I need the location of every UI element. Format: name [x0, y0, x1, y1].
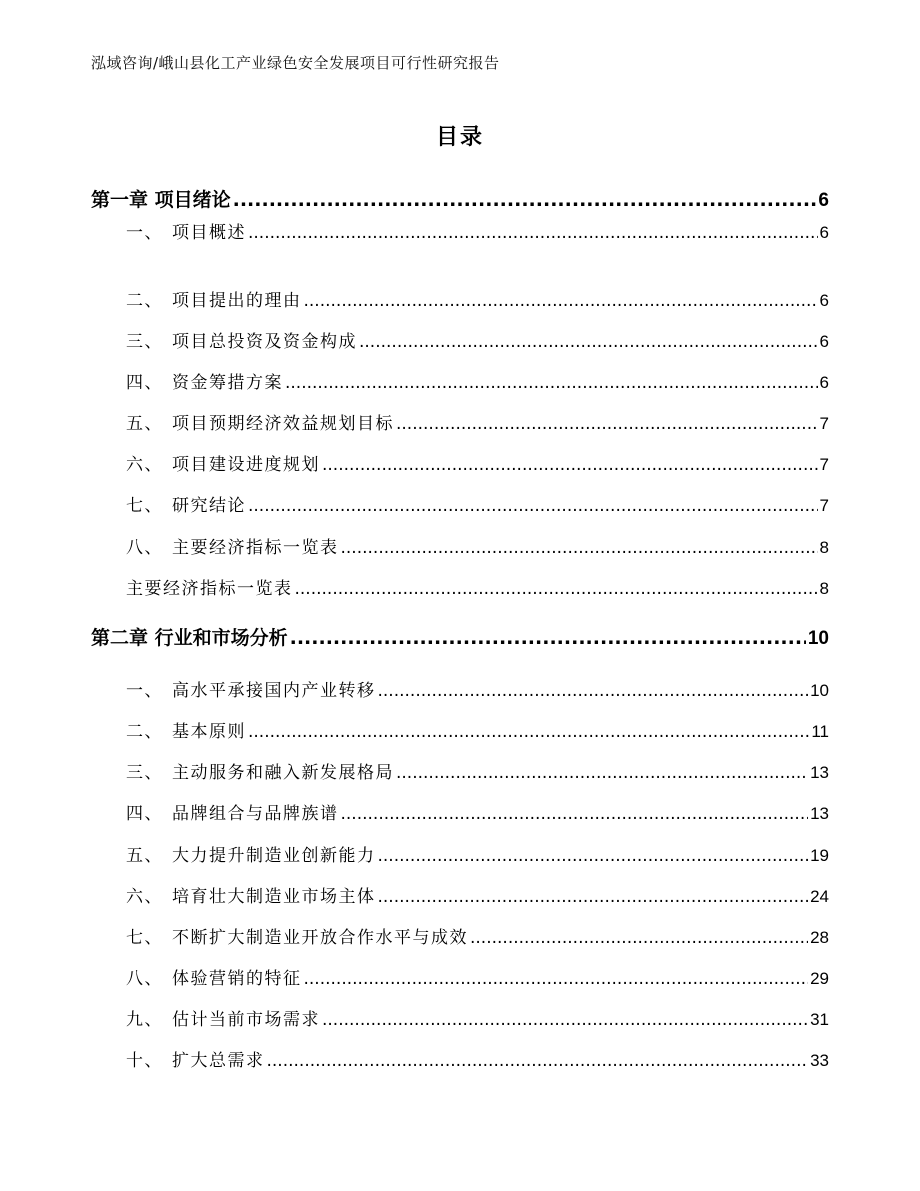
toc-section[interactable] — [126, 491, 829, 516]
toc-page-number: 6 — [819, 223, 829, 242]
toc-section-number: 七、 — [126, 496, 163, 516]
toc-entry-label: 大力提升制造业创新能力 — [172, 846, 376, 866]
dot-leader — [248, 722, 809, 742]
toc-section[interactable] — [126, 327, 829, 352]
dot-leader — [295, 579, 818, 599]
toc-section-number: 四、 — [126, 804, 163, 824]
toc-page-number: 24 — [810, 887, 829, 906]
toc-section[interactable] — [126, 923, 829, 948]
toc-entry-label: 研究结论 — [172, 496, 246, 516]
toc-entry-label: 品牌组合与品牌族谱 — [172, 804, 339, 824]
toc-section-number: 八、 — [126, 538, 163, 558]
dot-leader — [322, 455, 818, 475]
toc-page-number: 6 — [819, 291, 829, 310]
toc-entry-label: 培育壮大制造业市场主体 — [172, 887, 376, 907]
toc-page-number: 19 — [810, 846, 829, 865]
dot-leader — [233, 189, 817, 211]
dot-leader — [378, 681, 809, 701]
dot-leader — [290, 627, 806, 649]
toc-entry-label: 主要经济指标一览表 — [172, 538, 339, 558]
toc-section[interactable] — [126, 450, 829, 475]
toc-entry-label: 不断扩大制造业开放合作水平与成效 — [172, 928, 468, 948]
toc-section-number: 三、 — [126, 332, 163, 352]
toc-page-number: 29 — [810, 969, 829, 988]
toc-entry-label: 主动服务和融入新发展格局 — [172, 763, 394, 783]
toc-entry-label: 估计当前市场需求 — [172, 1010, 320, 1030]
toc-section-number: 八、 — [126, 969, 163, 989]
toc-page-number: 31 — [810, 1010, 829, 1029]
toc-entry-label: 项目概述 — [172, 223, 246, 243]
toc-section-number: 二、 — [126, 722, 163, 742]
dot-leader — [470, 928, 808, 948]
toc-page-number: 28 — [810, 928, 829, 947]
toc-entry-label: 第一章 项目绪论 — [91, 189, 231, 211]
toc-section-number: 九、 — [126, 1010, 163, 1030]
toc-entry-label: 扩大总需求 — [172, 1051, 265, 1071]
toc-section-number: 五、 — [126, 414, 163, 434]
toc-entry-label: 体验营销的特征 — [172, 969, 302, 989]
toc-section[interactable] — [126, 676, 829, 701]
toc-section-number: 六、 — [126, 887, 163, 907]
toc-section[interactable] — [126, 717, 829, 742]
dot-leader — [341, 538, 818, 558]
toc-section-number: 五、 — [126, 846, 163, 866]
toc-page-number: 6 — [819, 332, 829, 351]
toc-section[interactable] — [126, 533, 829, 558]
running-header: 泓域咨询/峨山县化工产业绿色安全发展项目可行性研究报告 — [91, 54, 500, 72]
dot-leader — [304, 969, 809, 989]
toc-section[interactable] — [126, 841, 829, 866]
toc-entry-label: 项目提出的理由 — [172, 291, 302, 311]
dot-leader — [341, 804, 809, 824]
toc-entry-label: 主要经济指标一览表 — [126, 579, 293, 599]
toc-entry-label: 项目总投资及资金构成 — [172, 332, 357, 352]
toc-section-number: 四、 — [126, 373, 163, 393]
toc-page-number: 13 — [810, 763, 829, 782]
toc-section-number: 一、 — [126, 223, 163, 243]
dot-leader — [285, 373, 818, 393]
toc-page-number: 8 — [819, 538, 829, 557]
toc-page-number: 7 — [819, 496, 829, 515]
toc-section[interactable] — [126, 409, 829, 434]
toc-page-number: 7 — [819, 414, 829, 433]
toc-page-number: 8 — [819, 579, 829, 598]
dot-leader — [378, 887, 809, 907]
toc-entry-label: 资金筹措方案 — [172, 373, 283, 393]
toc-page-number: 10 — [807, 628, 829, 649]
toc-title: 目录 — [435, 125, 484, 150]
toc-section-number: 一、 — [126, 681, 163, 701]
toc-section[interactable] — [126, 882, 829, 907]
toc-section[interactable] — [126, 218, 829, 243]
toc-section-number: 六、 — [126, 455, 163, 475]
toc-entry-label: 基本原则 — [172, 722, 246, 742]
toc-page-number: 6 — [819, 373, 829, 392]
toc-section-number: 二、 — [126, 291, 163, 311]
toc-page-number: 7 — [819, 455, 829, 474]
dot-leader — [267, 1051, 809, 1071]
toc-page-number: 13 — [810, 804, 829, 823]
toc-section[interactable] — [126, 758, 829, 783]
toc-section[interactable] — [126, 1005, 829, 1030]
toc-chapter[interactable] — [91, 623, 829, 650]
toc-section[interactable] — [126, 286, 829, 311]
toc-page-number: 6 — [818, 190, 829, 211]
dot-leader — [359, 332, 818, 352]
toc-section[interactable] — [126, 368, 829, 393]
toc-page-number: 33 — [810, 1051, 829, 1070]
toc-entry-label: 高水平承接国内产业转移 — [172, 681, 376, 701]
dot-leader — [304, 291, 818, 311]
toc-page-number: 10 — [810, 681, 829, 700]
toc-section[interactable] — [126, 1046, 829, 1071]
dot-leader — [396, 414, 818, 434]
dot-leader — [248, 223, 818, 243]
toc-entry-label: 项目预期经济效益规划目标 — [172, 414, 394, 434]
toc-entry-label: 第二章 行业和市场分析 — [91, 627, 288, 649]
dot-leader — [248, 496, 818, 516]
toc-section[interactable] — [126, 799, 829, 824]
toc-section[interactable] — [126, 574, 829, 599]
dot-leader — [396, 763, 808, 783]
toc-chapter[interactable] — [91, 185, 829, 212]
dot-leader — [322, 1010, 808, 1030]
toc-section-number: 七、 — [126, 928, 163, 948]
toc-section[interactable] — [126, 964, 829, 989]
toc-section-number: 三、 — [126, 763, 163, 783]
toc-section-number: 十、 — [126, 1051, 163, 1071]
toc-entry-label: 项目建设进度规划 — [172, 455, 320, 475]
toc-page-number: 11 — [811, 722, 829, 741]
dot-leader — [378, 846, 809, 866]
